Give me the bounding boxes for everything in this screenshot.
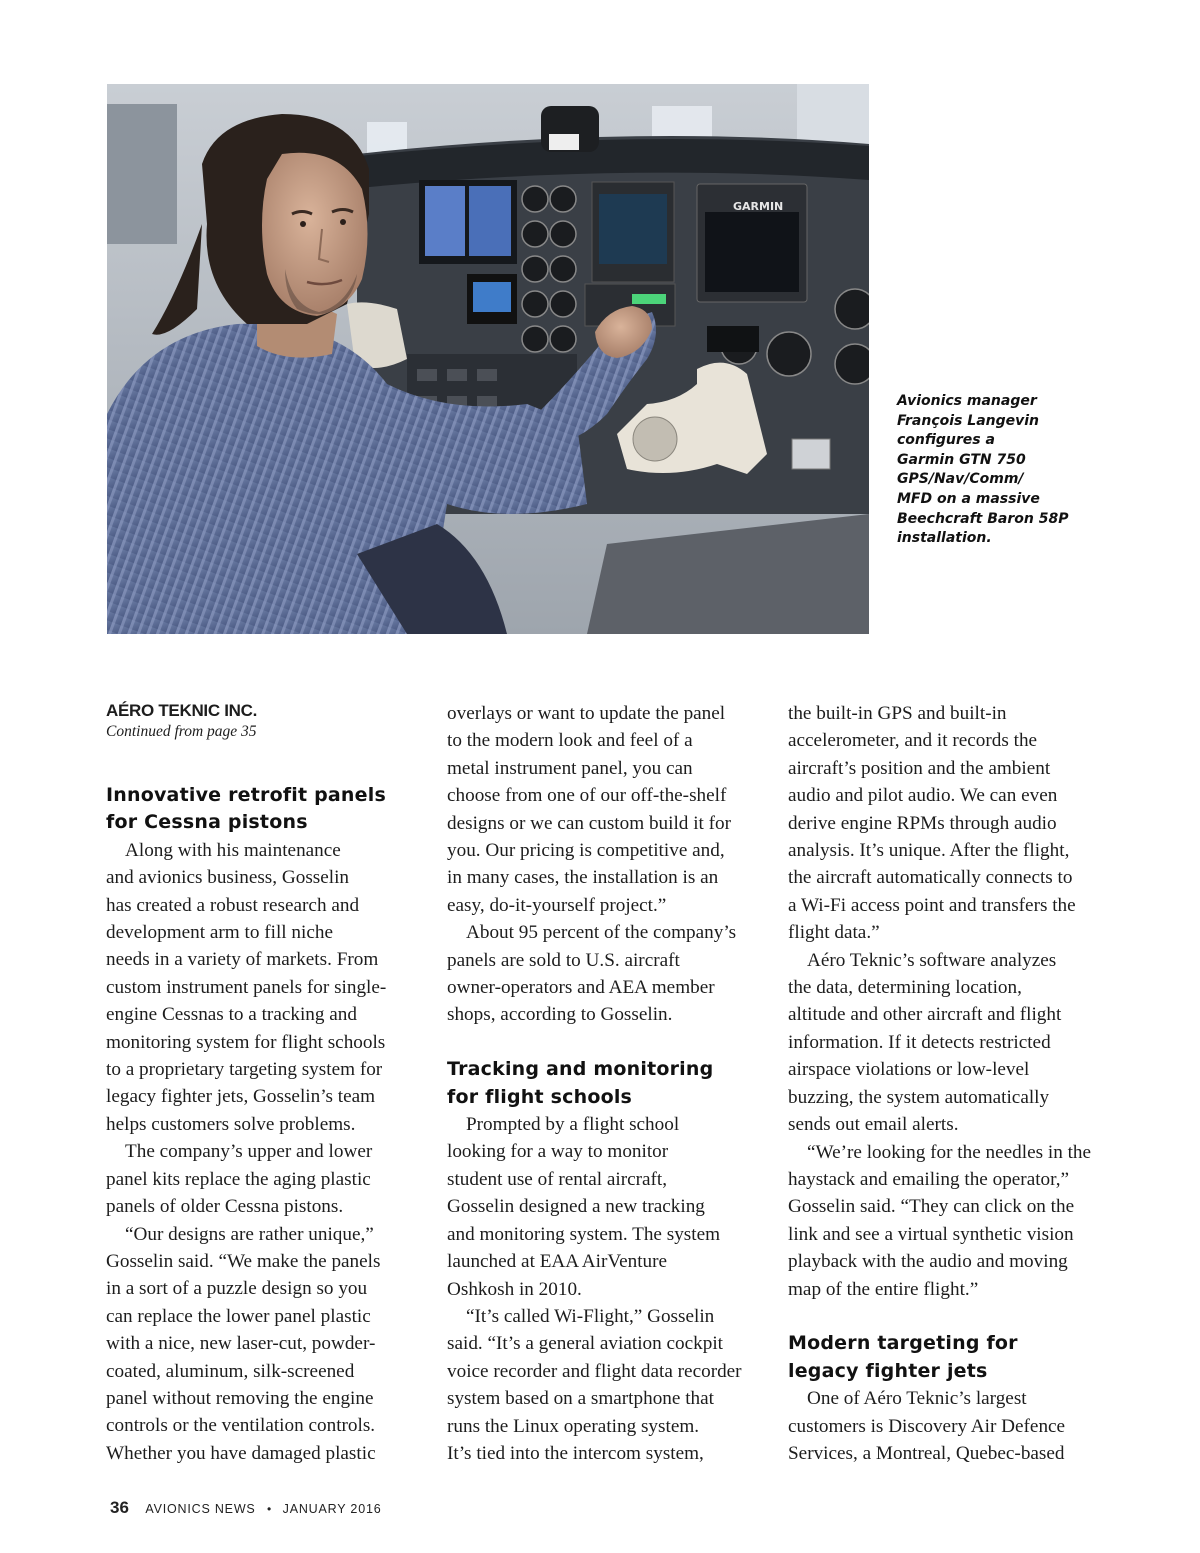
text-line: voice recorder and flight data recorder bbox=[447, 1360, 742, 1382]
text-line: altitude and other aircraft and flight bbox=[788, 1004, 1062, 1026]
body-text bbox=[788, 700, 1100, 1303]
text-line: Oshkosh in 2010. bbox=[447, 1278, 582, 1300]
text-line: aircraft’s position and the ambient bbox=[788, 757, 1051, 779]
text-line: monitoring system for flight schools bbox=[106, 1031, 386, 1053]
text-line: “It’s called Wi-Flight,” Gosselin bbox=[466, 1305, 715, 1327]
photo-caption bbox=[897, 392, 1097, 549]
caption-line: configures a bbox=[897, 432, 995, 449]
text-line: system based on a smartphone that bbox=[447, 1388, 714, 1410]
text-line: Whether you have damaged plastic bbox=[106, 1442, 376, 1464]
page-number: 36 bbox=[110, 1498, 129, 1517]
text-line: panels are sold to U.S. aircraft bbox=[447, 949, 680, 971]
text-line: and avionics business, Gosselin bbox=[106, 867, 350, 889]
text-line: Gosselin said. “They can click on the bbox=[788, 1196, 1075, 1218]
text-line: coated, aluminum, silk-screened bbox=[106, 1360, 355, 1382]
text-line: sends out email alerts. bbox=[788, 1114, 959, 1136]
text-line: you. Our pricing is competitive and, bbox=[447, 840, 725, 862]
subheading-line: for flight schools bbox=[447, 1085, 633, 1108]
text-line: audio and pilot audio. We can even bbox=[788, 785, 1058, 807]
text-line: the data, determining location, bbox=[788, 977, 1022, 999]
text-line: in many cases, the installation is an bbox=[447, 867, 719, 889]
subheading-modern-targeting bbox=[788, 1330, 1100, 1385]
text-line: a Wi-Fi access point and transfers the bbox=[788, 894, 1076, 916]
cockpit-photo-illustration bbox=[107, 84, 869, 634]
text-line: owner-operators and AEA member bbox=[447, 977, 715, 999]
caption-line: MFD on a massive bbox=[897, 490, 1040, 507]
subheading-line: for Cessna pistons bbox=[106, 811, 308, 834]
subheading-line: Modern targeting for bbox=[788, 1332, 1018, 1355]
continued-note: Continued from page 35 bbox=[106, 723, 257, 740]
text-line: looking for a way to monitor bbox=[447, 1141, 669, 1163]
text-line: the built-in GPS and built-in bbox=[788, 703, 1007, 724]
text-line: in a sort of a puzzle design so you bbox=[106, 1278, 368, 1300]
caption-line: GPS/Nav/Comm/ bbox=[897, 471, 1024, 488]
text-line: with a nice, new laser-cut, powder- bbox=[106, 1333, 376, 1355]
caption-line: Garmin GTN 750 bbox=[897, 451, 1026, 468]
text-line: analysis. It’s unique. After the flight, bbox=[788, 840, 1070, 862]
text-line: designs or we can custom build it for bbox=[447, 812, 732, 834]
text-line: legacy fighter jets, Gosselin’s team bbox=[106, 1086, 376, 1108]
text-line: can replace the lower panel plastic bbox=[106, 1305, 371, 1327]
text-line: Gosselin designed a new tracking bbox=[447, 1196, 705, 1218]
text-line: helps customers solve problems. bbox=[106, 1113, 356, 1135]
cockpit-photo bbox=[107, 84, 869, 634]
text-line: The company’s upper and lower bbox=[125, 1141, 373, 1163]
text-line: has created a robust research and bbox=[106, 894, 360, 916]
text-line: Gosselin said. “We make the panels bbox=[106, 1250, 381, 1272]
body-text bbox=[106, 837, 426, 1467]
text-line: It’s tied into the intercom system, bbox=[447, 1442, 704, 1464]
text-line: About 95 percent of the company’s bbox=[466, 922, 737, 944]
caption-line: Beechcraft Baron 58P bbox=[897, 510, 1069, 527]
text-line: Along with his maintenance bbox=[125, 839, 341, 861]
text-line: the aircraft automatically connects to bbox=[788, 867, 1073, 889]
publication-name: AVIONICS NEWS bbox=[145, 1502, 256, 1516]
text-line: runs the Linux operating system. bbox=[447, 1415, 700, 1437]
text-line: choose from one of our off-the-shelf bbox=[447, 785, 727, 807]
text-line: customers is Discovery Air Defence bbox=[788, 1415, 1066, 1437]
caption-line: installation. bbox=[897, 530, 992, 547]
caption-line: Avionics manager bbox=[897, 393, 1037, 409]
text-line: “Our designs are rather unique,” bbox=[125, 1223, 374, 1245]
issue-date: JANUARY 2016 bbox=[282, 1502, 382, 1516]
text-line: derive engine RPMs through audio bbox=[788, 812, 1057, 834]
text-line: and monitoring system. The system bbox=[447, 1223, 721, 1245]
section-kicker: AÉRO TEKNIC INC. bbox=[106, 701, 258, 720]
text-line: needs in a variety of markets. From bbox=[106, 949, 379, 971]
body-text bbox=[788, 1385, 1100, 1467]
subheading-line: Innovative retrofit panels bbox=[106, 784, 386, 806]
text-line: shops, according to Gosselin. bbox=[447, 1004, 673, 1026]
text-line: One of Aéro Teknic’s largest bbox=[807, 1388, 1027, 1410]
text-line: easy, do-it-yourself project.” bbox=[447, 894, 667, 916]
text-line: panel without removing the engine bbox=[106, 1387, 374, 1409]
text-line: student use of rental aircraft, bbox=[447, 1168, 668, 1190]
footer-separator: • bbox=[267, 1502, 272, 1516]
text-line: link and see a virtual synthetic vision bbox=[788, 1223, 1074, 1245]
subheading-retrofit-panels bbox=[106, 782, 426, 837]
text-line: development arm to fill niche bbox=[106, 922, 333, 944]
subheading-tracking-monitoring bbox=[447, 1056, 767, 1111]
article-column-3 bbox=[788, 700, 1100, 1467]
body-text bbox=[447, 700, 767, 1029]
text-line: custom instrument panels for single- bbox=[106, 976, 387, 998]
text-line: playback with the audio and moving bbox=[788, 1251, 1068, 1273]
text-line: metal instrument panel, you can bbox=[447, 757, 693, 779]
text-line: engine Cessnas to a tracking and bbox=[106, 1004, 357, 1026]
caption-line: François Langevin bbox=[897, 412, 1040, 429]
garmin-logo: GARMIN bbox=[733, 200, 784, 213]
text-line: Aéro Teknic’s software analyzes bbox=[807, 949, 1057, 971]
page-footer bbox=[110, 1498, 381, 1518]
text-line: launched at EAA AirVenture bbox=[447, 1251, 668, 1273]
text-line: to the modern look and feel of a bbox=[447, 730, 693, 752]
article-column-2 bbox=[447, 700, 767, 1467]
text-line: panels of older Cessna pistons. bbox=[106, 1196, 344, 1218]
text-line: “We’re looking for the needles in the bbox=[807, 1141, 1092, 1163]
text-line: panel kits replace the aging plastic bbox=[106, 1168, 371, 1190]
body-text bbox=[447, 1111, 767, 1467]
text-line: accelerometer, and it records the bbox=[788, 730, 1038, 752]
text-line: controls or the ventilation controls. bbox=[106, 1415, 376, 1437]
subheading-line: Tracking and monitoring bbox=[447, 1058, 714, 1081]
text-line: buzzing, the system automatically bbox=[788, 1086, 1050, 1108]
text-line: flight data.” bbox=[788, 922, 880, 944]
text-line: to a proprietary targeting system for bbox=[106, 1059, 383, 1081]
subheading-line: legacy fighter jets bbox=[788, 1359, 988, 1382]
text-line: map of the entire flight.” bbox=[788, 1278, 979, 1300]
text-line: airspace violations or low-level bbox=[788, 1059, 1030, 1081]
text-line: information. If it detects restricted bbox=[788, 1031, 1051, 1053]
text-line: haystack and emailing the operator,” bbox=[788, 1168, 1070, 1190]
text-line: said. “It’s a general aviation cockpit bbox=[447, 1333, 723, 1355]
article-column-1 bbox=[106, 700, 426, 1467]
text-line: Prompted by a flight school bbox=[466, 1114, 680, 1136]
text-line: overlays or want to update the panel bbox=[447, 703, 726, 724]
text-line: Services, a Montreal, Quebec-based bbox=[788, 1442, 1065, 1464]
